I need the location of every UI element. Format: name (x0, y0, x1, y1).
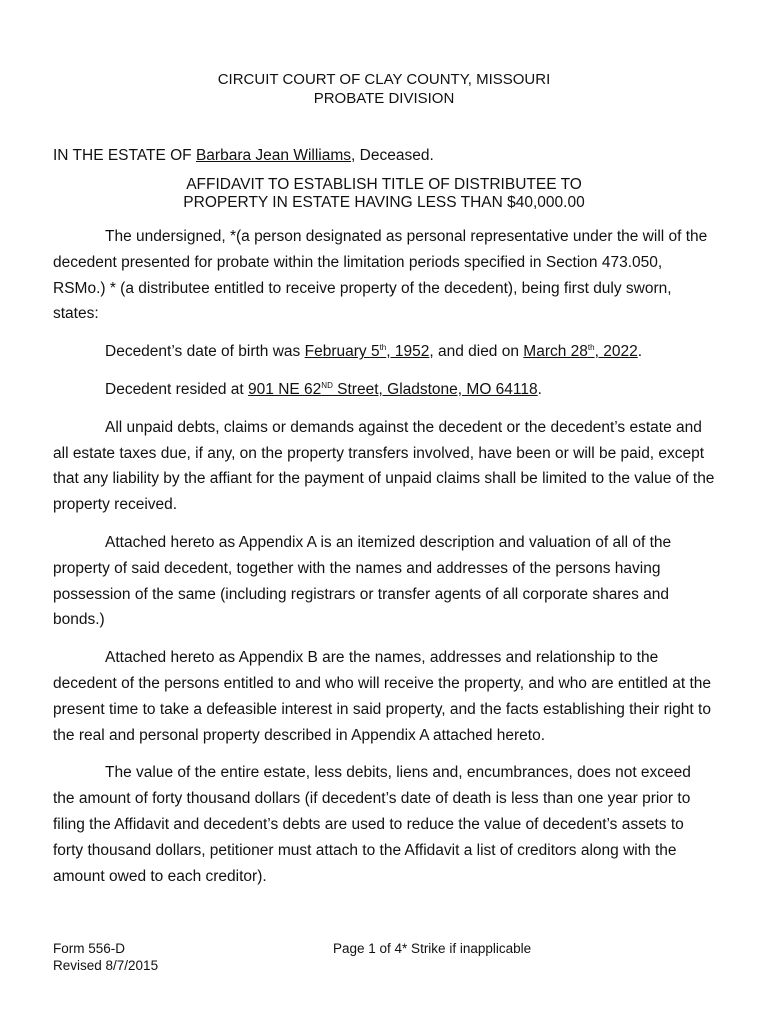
paragraph-appendix-a: Attached hereto as Appendix A is an itemized description and valuation of all of the property of said decedent, together with the names and addresses of the persons having possession of the same (including registrars or transfer agents of all corporate shares and bonds.) (53, 533, 672, 629)
date-of-birth (305, 343, 430, 360)
dod-year: , 2022 (594, 343, 638, 361)
estate-caption (53, 146, 713, 166)
form-number: Form 556-D (53, 941, 126, 956)
dod-sup: th (587, 343, 595, 353)
paragraph-estate-value: The value of the entire estate, less debits, liens and, encumbrances, does not exceed the amount of forty thousand dollars (if decedent’s date of death is less than one year prior to filing the Affidavit and decedent’s debts are used to reduce the value of decedent’s assets to forty thousand dollars, petitioner must attach to the Affidavit a list of creditors along with the amount owed to each creditor). (53, 764, 691, 885)
estate-prefix: IN THE ESTATE OF (53, 147, 196, 164)
paragraph-appendix-b: Attached hereto as Appendix B are the names, addresses and relationship to the decedent of the persons entitled to and who will receive the property, and who are entitled at the present time to take a defeasible interest in said property, and the facts establishing their right to the real and personal property described in Appendix A attached hereto. (53, 649, 712, 744)
paragraph-debts: All unpaid debts, claims or demands against the decedent or the decedent’s estate and all estate taxes due, if any, on the property transfers involved, have been or will be paid, except that any liability by the affiant for the payment of unpaid claims shall be limited to the value of the property received. (53, 418, 715, 514)
paragraph-dates (53, 339, 715, 365)
residence-a: 901 NE 62 (248, 380, 322, 398)
dob-prefix: Decedent’s date of birth was (105, 343, 305, 361)
revision-date: Revised 8/7/2015 (53, 958, 159, 973)
title-line-2: PROPERTY IN ESTATE HAVING LESS THAN $40,000.00 (183, 194, 585, 211)
dob-year: , 1952 (386, 343, 430, 361)
page-number: Page 1 of 4* Strike if inapplicable (333, 941, 532, 956)
dod-mid: , and died on (429, 343, 524, 361)
court-name: CIRCUIT COURT OF CLAY COUNTY, MISSOURI (217, 71, 551, 88)
paragraph-residence (53, 377, 715, 403)
court-header (0, 70, 768, 108)
dod-end: . (637, 343, 643, 361)
date-of-death (523, 343, 637, 360)
form-footer (53, 940, 158, 974)
paragraph-undersigned: The undersigned, *(a person designated as personal representative under the will of the decedent presented for probate within the limitation periods specified in Section 473.050, RSMo.) * (a distributee entitled to receive property of the decedent), being first duly sworn, states: (53, 228, 708, 323)
decedent-name: Barbara Jean Williams (195, 147, 352, 164)
dob-main: February 5 (304, 343, 380, 361)
residence-sup: ND (321, 380, 333, 390)
document-title (0, 176, 768, 212)
residence-end: . (537, 380, 542, 398)
residence-b: Street, Gladstone, MO 64118 (332, 380, 538, 398)
residence-address (248, 381, 538, 398)
residence-prefix: Decedent resided at (105, 380, 249, 398)
estate-suffix: , Deceased. (351, 147, 434, 164)
title-line-1: AFFIDAVIT TO ESTABLISH TITLE OF DISTRIBUTEE TO (186, 176, 582, 193)
court-division: PROBATE DIVISION (313, 90, 455, 107)
dob-sup: th (379, 343, 387, 353)
dod-main: March 28 (523, 343, 588, 361)
affidavit-body (53, 224, 715, 901)
